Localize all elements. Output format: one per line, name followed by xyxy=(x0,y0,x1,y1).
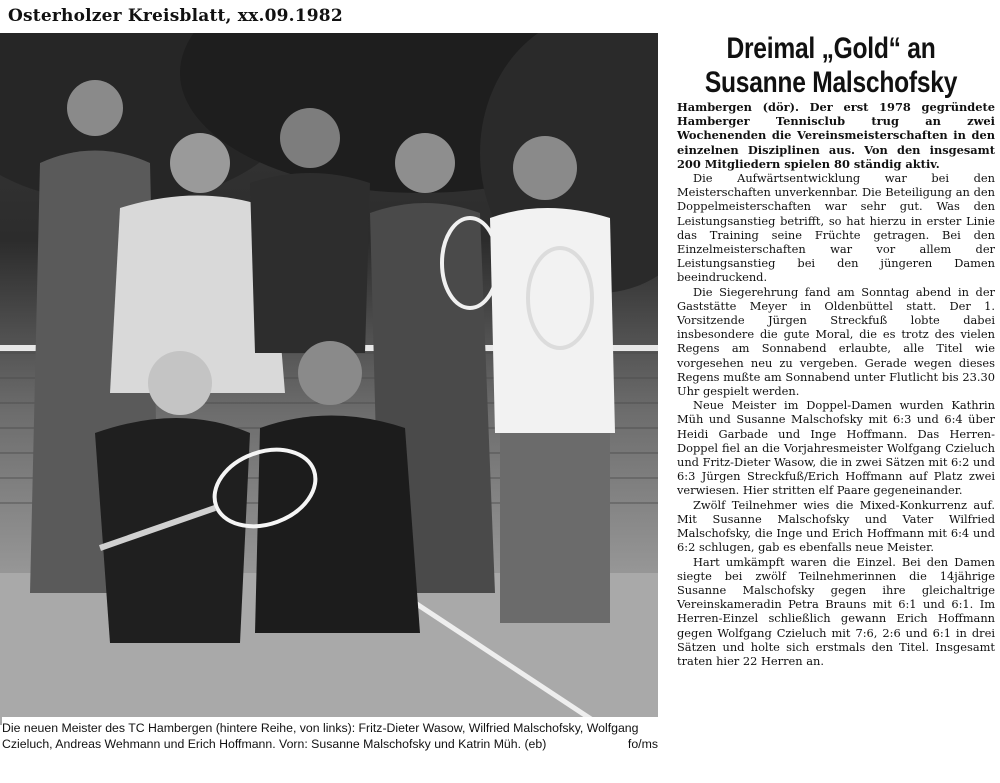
photo-caption xyxy=(2,717,658,752)
newspaper-source-line: Osterholzer Kreisblatt, xx.09.1982 xyxy=(8,6,343,26)
headline xyxy=(692,32,969,100)
article-paragraph: Die Aufwärtsentwicklung war bei den Meisterschaften unverkennbar. Die Beteiligung an den Doppelmeisterschaften war sehr gut. Was den Leistungsanstieg betrifft, so hat hierzu in erster Linie das Training seine Früchte getragen. Bei den Einzelmeisterschaften war vor allem der Leistungsanstieg bei den jüngeren Damen beeindruckend. xyxy=(677,171,995,285)
article-lead: Hambergen (dör). Der erst 1978 gegründete Hamberger Tennisclub trug an zwei Wochenenden die Vereinsmeisterschaften in den einzelnen Disziplinen aus. Von den insgesamt 200 Mitgliedern spielen 80 ständig aktiv. xyxy=(677,100,995,171)
team-photo xyxy=(0,33,658,725)
article-paragraph: Die Siegerehrung fand am Sonntag abend in der Gaststätte Meyer in Oldenbüttel statt. Der 1. Vorsitzende Jürgen Streckfuß lobte dabei insbesondere die gute Moral, die es trotz des vielen Regens am Sonnabend erlaubte, alle Titel wie vorgesehen neu zu vergeben. Gerade wegen dieses Regens mußte am Sonnabend unter Flutlicht bis 23.30 Uhr gespielt werden. xyxy=(677,284,995,399)
headline-line-2: Susanne Malschofsky xyxy=(704,66,958,99)
article-body xyxy=(677,100,995,668)
article-paragraph: Hart umkämpft waren die Einzel. Bei den Damen siegte bei zwölf Teilnehmerinnen die 14jährige Susanne Malschofsky gegen ihre gleichaltrige Vereinskameradin Petra Brauns mit 6:1 und 6:1. Im Herren-Einzel schließlich gewann Erich Hoffmann gegen Wolfgang Czieluch mit 7:6, 2:6 und 6:1 in drei Sätzen und holte sich erstmals den Titel. Insgesamt traten hier 22 Herren an. xyxy=(677,554,995,668)
caption-text: Die neuen Meister des TC Hambergen (hintere Reihe, von links): Fritz-Dieter Wasow, Wilfried Malschofsky, Wolfgang Czieluch, Andreas Wehmann und Erich Hoffmann. Vorn: Susanne Malschofsky und Katrin Müh. (eb) xyxy=(2,721,639,751)
article-paragraph: Neue Meister im Doppel-Damen wurden Kathrin Müh und Susanne Malschofsky mit 6:3 und 6:4 über Heidi Garbade und Inge Hoffmann. Das Herren-Doppel fiel an die Vorjahresmeister Wolfgang Czieluch und Fritz-Dieter Wasow, die in zwei Sätzen mit 6:2 und 6:3 Jürgen Streckfuß/Erich Hoffmann auf Platz zwei verwiesen. Hier stritten elf Paare gegeneinander. xyxy=(677,398,995,498)
article-paragraph: Zwölf Teilnehmer wies die Mixed-Konkurrenz auf. Mit Susanne Malschofsky und Vater Wilfried Malschofsky, die Inge und Erich Hoffmann mit 6:4 und 6:2 schlugen, gab es ebenfalls neue Meister. xyxy=(677,497,995,555)
headline-line-1: Dreimal „Gold“ an xyxy=(726,32,936,65)
caption-credit: fo/ms xyxy=(627,737,658,751)
